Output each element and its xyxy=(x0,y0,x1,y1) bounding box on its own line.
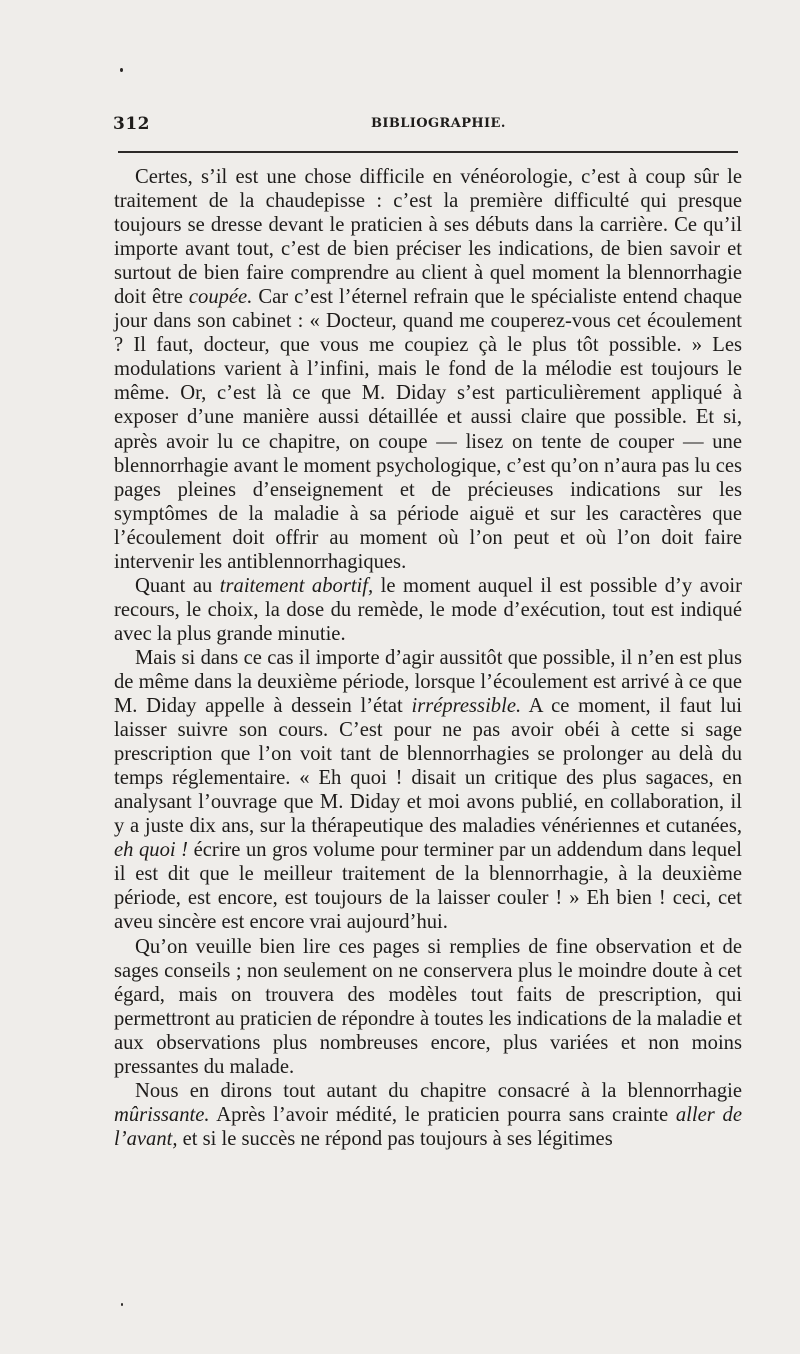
text-run: Car c’est l’éternel refrain que le spécialiste entend chaque jour dans son cabinet : « Docteur, quand me couperez-vous cet écoulement ? Il faut, docteur, que vous me coupiez çà le plus tôt possible. » Les modulations varient à l’infini, mais le fond de la mélodie est toujours le même. Or, c’est là ce que M. Diday s’est particulièrement appliqué à exposer d’une manière aussi détaillée et aussi claire que possible. Et si, après avoir lu ce chapitre, on coupe — lisez on tente de couper — une blennorrhagie avant le moment psychologique, c’est qu’on n’aura pas lu ces pages pleines d’enseignement et de précieuses indications sur les symptômes de la maladie à sa période aiguë et sur les caractères que l’écoulement doit offrir au moment où l’on peut et où l’on doit faire intervenir les antiblennorrhagiques. xyxy=(114,286,742,573)
running-head xyxy=(113,114,741,138)
text-run: Après l’avoir médité, le praticien pourra sans crainte xyxy=(209,1103,676,1126)
text-run: écrire un gros volume pour terminer par un addendum dans lequel il est dit que le meilleur traitement de la blennorrhagie, à la deuxième période, est encore, est toujours de la laisser couler ! » Eh bien ! ceci, cet aveu sincère est encore vrai aujourd’hui. xyxy=(114,839,742,934)
ink-speck-top xyxy=(120,68,123,72)
text-run: et si le succès ne répond pas toujours à ses légitimes xyxy=(177,1127,613,1150)
italic-phrase: eh quoi ! xyxy=(114,839,189,862)
italic-phrase: aller de l’avant, xyxy=(114,1103,742,1150)
italic-phrase: traitement abortif, xyxy=(219,574,374,597)
text-run: Mais si dans ce cas il importe d’agir aussitôt que possible, il n’en est plus de même dans la deuxième période, lorsque l’écoulement est arrivé à ce que M. Diday appelle à dessein l’état xyxy=(114,646,742,718)
running-title: BIBLIOGRAPHIE. xyxy=(371,116,506,131)
paragraph-2 xyxy=(114,574,742,646)
ink-speck-bottom xyxy=(121,1303,123,1306)
paragraph-4 xyxy=(114,935,742,1079)
italic-phrase: mûrissante. xyxy=(114,1103,210,1126)
paragraph-3 xyxy=(114,646,742,935)
text-run: Quant au xyxy=(135,574,220,597)
paragraph-5 xyxy=(114,1079,742,1151)
text-run: le moment auquel il est possible d’y avoir recours, le choix, la dose du remède, le mode d’exécution, tout est indiqué avec la plus grande minutie. xyxy=(114,574,743,645)
italic-phrase: coupée. xyxy=(188,286,253,309)
header-rule xyxy=(118,151,738,153)
text-run: Certes, s’il est une chose difficile en vénéorologie, c’est à coup sûr le traitement de la chaudepisse : c’est la première difficulté qui presque toujours se dresse devant le praticien à ses débuts dans la carrière. Ce qu’il importe avant tout, c’est de bien préciser les indications, de bien savoir et surtout de bien faire comprendre au client à quel moment la blennorrhagie doit être xyxy=(114,166,742,309)
italic-phrase: irrépressible. xyxy=(411,695,522,718)
text-run: Nous en dirons tout autant du chapitre consacré à la blennorrhagie xyxy=(135,1079,742,1102)
page-number: 312 xyxy=(113,114,150,134)
paragraph-1 xyxy=(114,165,742,574)
text-run: A ce moment, il faut lui laisser suivre son cours. C’est pour ne pas avoir obéi à cette si sage prescription que l’on voit tant de blennorrhagies se prolonger au delà du temps réglementaire. « Eh quoi ! disait un critique des plus sagaces, en analysant l’ouvrage que M. Diday et moi avons publié, en collaboration, il y a juste dix ans, sur la thérapeutique des maladies vénériennes et cutanées, xyxy=(114,695,742,838)
text-run: Qu’on veuille bien lire ces pages si remplies de fine observation et de sages conseils ; non seulement on ne conservera plus le moindre doute à cet égard, mais on trouvera des modèles tout faits de prescription, qui permettront au praticien de répondre à toutes les indications de la maladie et aux observations plus nombreuses encore, plus variées et non moins pressantes du malade. xyxy=(114,935,742,1078)
body-text xyxy=(114,165,742,1151)
